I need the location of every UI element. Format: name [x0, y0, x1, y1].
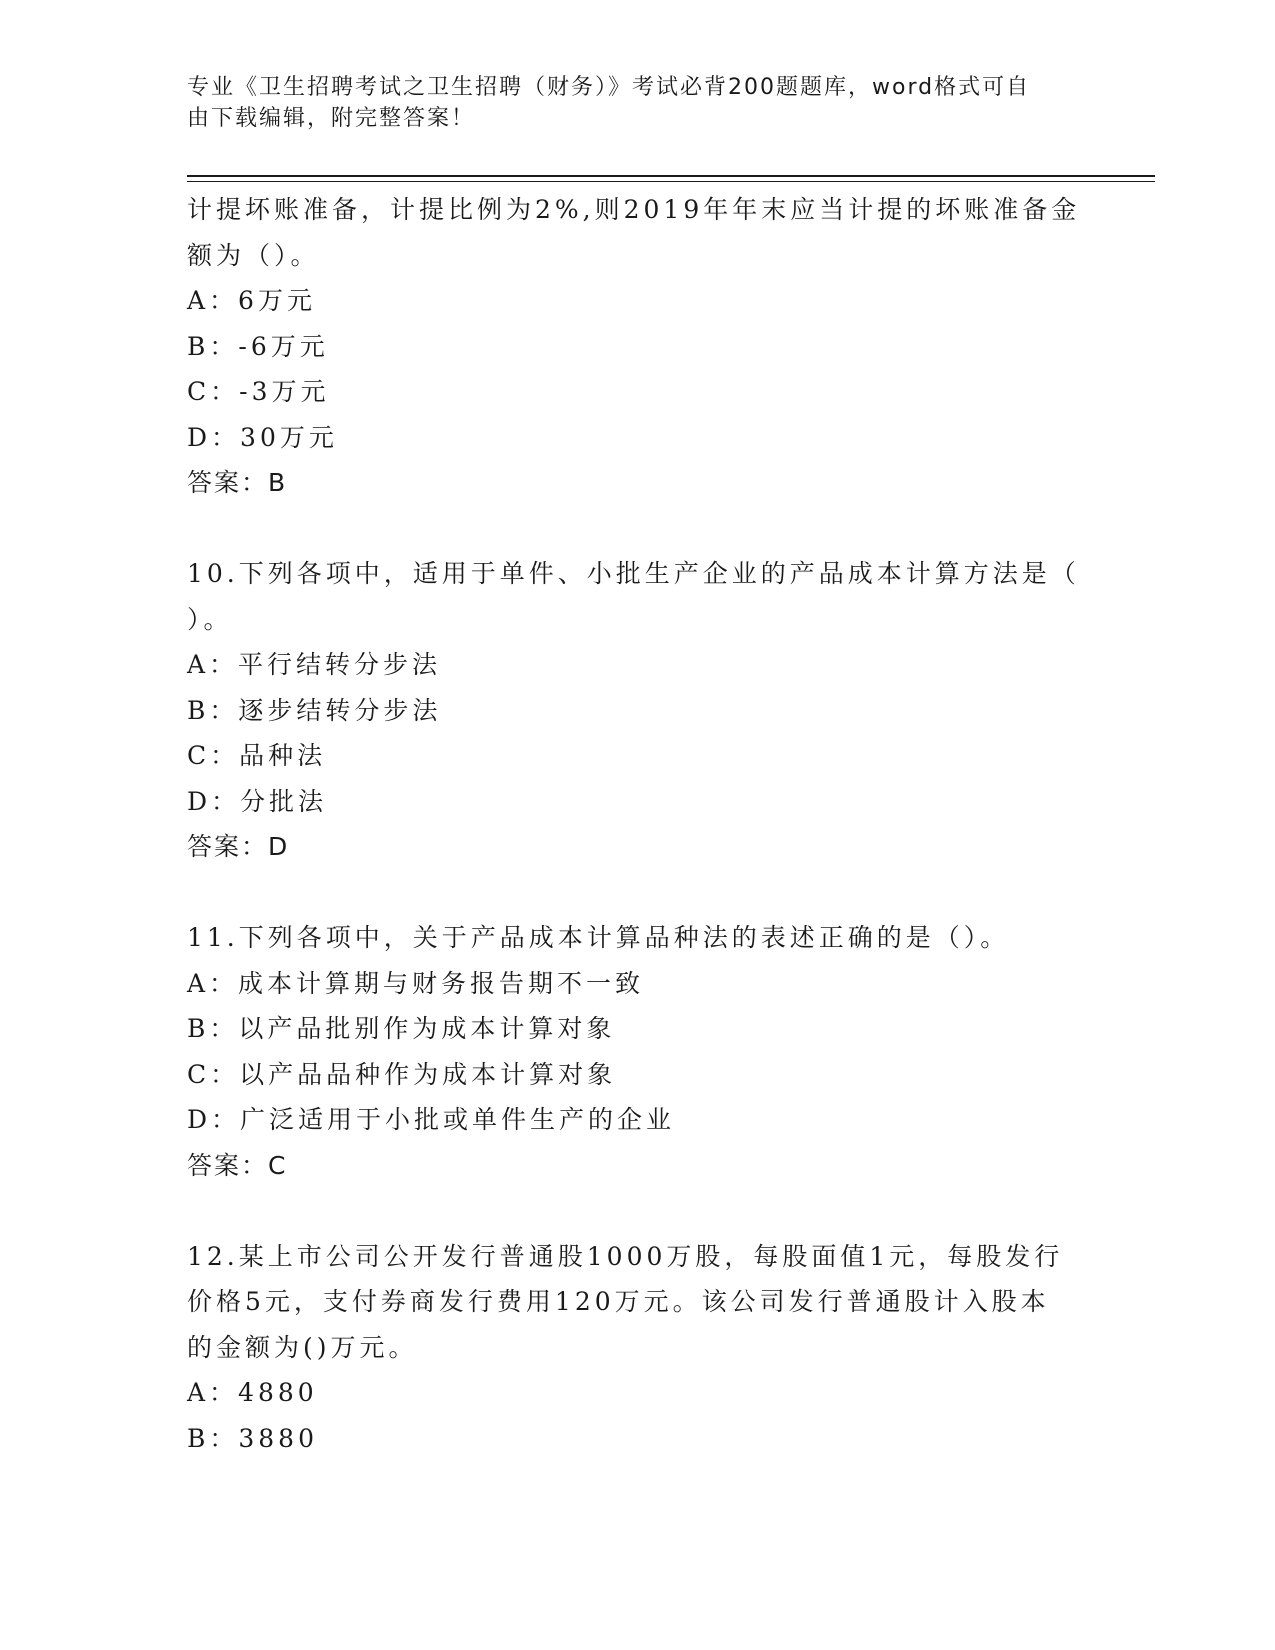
option-d: D：广泛适用于小批或单件生产的企业 [187, 1105, 676, 1134]
question-10 [187, 551, 1080, 870]
header-rule-thin [187, 181, 1155, 182]
answer: 答案：C [187, 1150, 288, 1180]
header-rule-thick [187, 175, 1155, 177]
option-b: B：以产品批别作为成本计算对象 [187, 1014, 616, 1043]
question-list [187, 187, 1081, 1461]
option-b: B：逐步结转分步法 [187, 695, 442, 725]
question-stem: 额为（）。 [187, 240, 320, 270]
header-line: 由下载编辑，附完整答案！ [187, 106, 476, 131]
spacer [187, 870, 1067, 916]
option-a: A：6万元 [187, 286, 316, 315]
option-c: C：以产品品种作为成本计算对象 [187, 1059, 617, 1089]
option-d: D：30万元 [187, 422, 338, 452]
spacer [187, 1188, 1067, 1234]
option-a: A：成本计算期与财务报告期不一致 [187, 968, 645, 998]
question-stem: 12.某上市公司公开发行普通股1000万股，每股面值1元，每股发行 [187, 1241, 1064, 1271]
question-stem: 计提坏账准备，计提比例为2%,则2019年年末应当计提的坏账准备金 [187, 195, 1081, 224]
option-b: B：3880 [187, 1423, 318, 1453]
question-stem: 11.下列各项中，关于产品成本计算品种法的表述正确的是（）。 [187, 923, 1010, 952]
document-header [187, 72, 1067, 134]
question-stem: ）。 [187, 604, 233, 634]
question-11 [187, 915, 1067, 1188]
question-stem: 价格5元，支付券商发行费用120万元。该公司发行普通股计入股本 [187, 1287, 1050, 1316]
header-line: 专业《卫生招聘考试之卫生招聘（财务）》考试必背200题题库，word格式可自 [187, 75, 1031, 100]
option-a: A：平行结转分步法 [187, 650, 442, 679]
answer: 答案：B [187, 468, 288, 497]
option-c: C：-3万元 [187, 377, 330, 406]
answer: 答案：D [187, 832, 290, 861]
option-c: C：品种法 [187, 741, 327, 770]
option-b: B：-6万元 [187, 331, 329, 361]
spacer [187, 506, 1067, 552]
option-d: D：分批法 [187, 786, 328, 816]
question-stem: 10.下列各项中，适用于单件、小批生产企业的产品成本计算方法是（ [187, 559, 1080, 588]
question-stem: 的金额为()万元。 [187, 1332, 418, 1362]
option-a: A：4880 [187, 1378, 318, 1407]
question-12 [187, 1234, 1067, 1462]
question-9 [187, 187, 1081, 506]
